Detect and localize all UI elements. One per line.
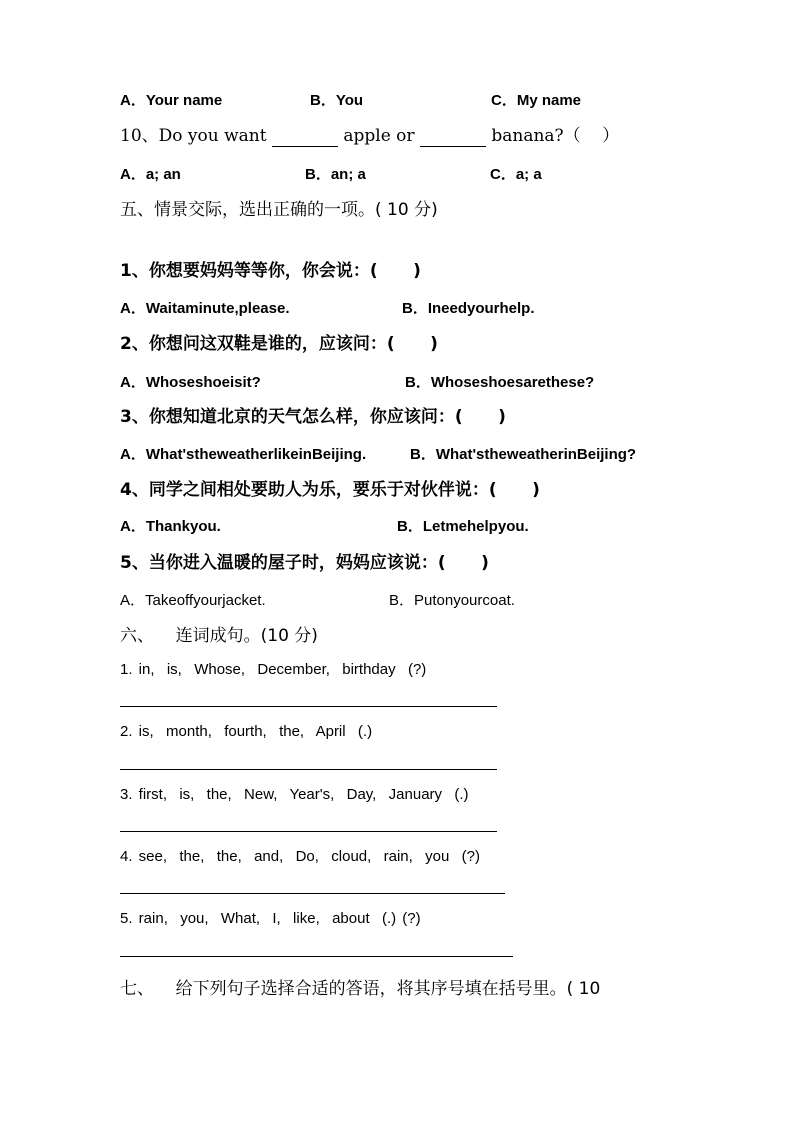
s5-q3-option-a: A．What'stheweatherlikeinBeijing.: [120, 446, 367, 463]
q10-option-a: A．a; an: [120, 166, 181, 183]
section5-title: 五、情景交际，选出正确的一项。( 10 分): [120, 200, 438, 220]
s5-q1: 1、你想要妈妈等等你，你会说：( ): [120, 261, 421, 281]
s5-q3: 3、你想知道北京的天气怎么样，你应该问：( ): [120, 407, 506, 427]
s5-q1-option-a: A．Waitaminute,please.: [120, 300, 290, 317]
s6-answer-line-2: [120, 769, 497, 770]
s5-q5-option-a: A．Takeoffyourjacket.: [120, 592, 266, 609]
q10-option-c: C．a; a: [490, 166, 542, 183]
s5-q2-option-a: A．Whoseshoeisit?: [120, 374, 261, 391]
section7-title: 七、 给下列句子选择合适的答语，将其序号填在括号里。( 10: [120, 979, 601, 999]
s6-answer-line-3: [120, 831, 497, 832]
s6-item-4: 4. see, the, the, and, Do, cloud, rain, you (?): [120, 848, 481, 865]
q9-option-c: C．My name: [491, 92, 582, 109]
q10-option-b: B．an; a: [305, 166, 366, 183]
s5-q2-option-b: B．Whoseshoesarethese?: [405, 374, 595, 391]
s6-item-5: 5. rain, you, What, I, like, about (.) (?): [120, 910, 421, 927]
q10-mid: apple or: [343, 126, 415, 146]
s6-item-2: 2. is, month, fourth, the, April (.): [120, 723, 373, 740]
s6-item-1: 1. in, is, Whose, December, birthday (?): [120, 661, 427, 678]
s5-q5-option-b: B．Putonyourcoat.: [389, 592, 515, 609]
q10-blank-2: [420, 126, 486, 147]
s6-answer-line-5: [120, 956, 513, 957]
s5-q4-option-b: B．Letmehelpyou.: [397, 518, 529, 535]
s5-q5: 5、当你进入温暖的屋子时，妈妈应该说：( ): [120, 553, 489, 573]
s6-answer-line-1: [120, 706, 497, 707]
s5-q4: 4、同学之间相处要助人为乐，要乐于对伙伴说：( ): [120, 480, 540, 500]
s5-q1-option-b: B．Ineedyourhelp.: [402, 300, 535, 317]
section6-title: 六、 连词成句。(10 分): [120, 626, 318, 646]
q9-option-a: A．Your name: [120, 92, 223, 109]
q10-prefix: 10、Do you want: [120, 126, 267, 146]
q9-option-b: B．You: [310, 92, 364, 109]
s5-q2: 2、你想问这双鞋是谁的，应该问：( ): [120, 334, 438, 354]
s6-answer-line-4: [120, 893, 505, 894]
s6-item-3: 3. first, is, the, New, Year's, Day, January (.): [120, 786, 469, 803]
q10-suffix: banana?（ ）: [491, 126, 620, 146]
s5-q3-option-b: B．What'stheweatherinBeijing?: [410, 446, 637, 463]
q10-blank-1: [272, 126, 338, 147]
s5-q4-option-a: A．Thankyou.: [120, 518, 221, 535]
q10-question: [120, 121, 619, 147]
